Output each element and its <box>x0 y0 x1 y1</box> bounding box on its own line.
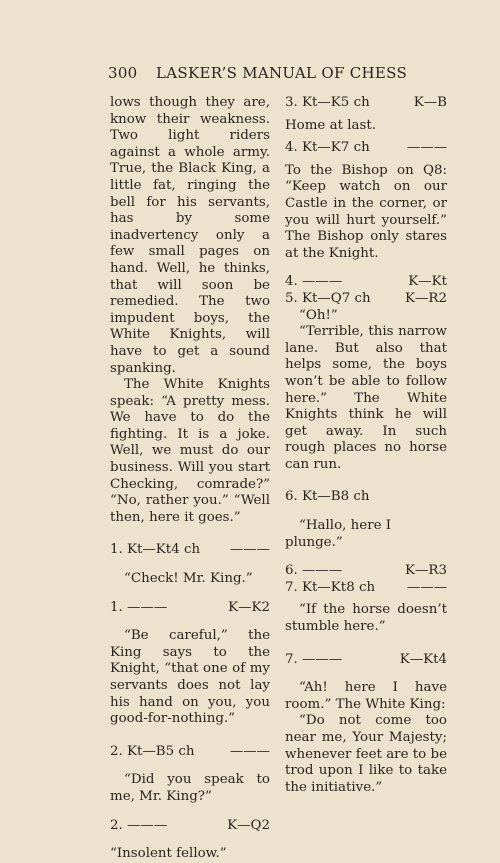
right-column <box>285 95 447 796</box>
paragraph: “Be careful,” the King says to the Knight, “that one of my servants does not lay his hand on you, you good-for-nothing.” <box>110 628 270 727</box>
white-move: 6. Kt—B8 ch <box>285 489 370 505</box>
page-header <box>108 64 408 82</box>
black-move: K—R3 <box>405 563 447 579</box>
chess-move <box>110 542 270 559</box>
black-move: ——— <box>406 579 447 595</box>
black-move: K—B <box>413 95 447 110</box>
white-move: 7. ——— <box>285 651 343 667</box>
white-move: 1. ——— <box>110 599 168 615</box>
black-move: ——— <box>229 542 270 558</box>
paragraph: lows though they are, know their weakness. Two light riders against a whole army. True, the Black King, a little fat, ringing the bell for his servants, has by some inadvertency only a few small pages on hand. Well, he thinks, that will soon be remedied. The two impudent boys, the White Knights, will have to get a sound spanking. <box>110 95 270 376</box>
paragraph: “Did you speak to me, Mr. King?” <box>110 772 270 804</box>
page-number: 300 <box>108 64 138 82</box>
white-move: 3. Kt—K5 ch <box>285 95 370 110</box>
black-move: K—R2 <box>405 290 447 306</box>
quote: “Insolent fellow.” <box>110 846 227 862</box>
chess-move <box>285 140 447 157</box>
white-move: 6. ——— <box>285 563 343 579</box>
chess-move <box>285 291 447 308</box>
quote: “Check! Mr. King.” <box>124 571 253 587</box>
white-move: 2. Kt—B5 ch <box>110 743 195 759</box>
black-move: K—K2 <box>228 599 270 615</box>
quote: “Oh!” <box>299 307 338 323</box>
paragraph: Home at last. <box>285 117 377 133</box>
chess-move <box>285 95 447 112</box>
chess-move <box>285 274 447 291</box>
chess-move <box>285 652 447 669</box>
white-move: 4. ——— <box>285 274 343 290</box>
black-move: K—Kt4 <box>399 651 447 667</box>
chess-move <box>285 489 447 506</box>
white-move: 2. ——— <box>110 817 168 833</box>
white-move: 7. Kt—Kt8 ch <box>285 579 376 595</box>
white-move: 4. Kt—K7 ch <box>285 140 370 156</box>
black-move: ——— <box>229 743 270 759</box>
white-move: 5. Kt—Q7 ch <box>285 290 371 306</box>
chess-move <box>110 744 270 761</box>
paragraph: “If the horse doesn’t stumble here.” <box>285 602 447 635</box>
paragraph: “Do not come too near me, Your Majesty; whenever feet are to be trod upon I like to take the initiative.” <box>285 713 447 795</box>
paragraph: “Terrible, this narrow lane. But also that helps some, the boys won’t be able to follow here.” The White Knights think he will get away. In such rough places no horse can run. <box>285 324 447 472</box>
running-title: LASKER’S MANUAL OF CHESS <box>156 64 408 82</box>
left-column <box>110 95 270 863</box>
black-move: K—Q2 <box>227 817 270 833</box>
white-move: 1. Kt—Kt4 ch <box>110 542 201 558</box>
chess-move <box>110 600 270 617</box>
quote: “Hallo, here I plunge.” <box>285 518 392 550</box>
chess-move <box>285 580 447 597</box>
paragraph: The White Knights speak: “A pretty mess. We have to do the fighting. It is a joke. Well, we must do our business. Will you start Checking, comrade?” “No, rather you.” “Well then, here it goes.” <box>110 377 270 525</box>
black-move: ——— <box>406 140 447 156</box>
chess-move <box>110 818 270 835</box>
black-move: K—Kt <box>408 274 447 290</box>
paragraph: “Ah! here I have room.” The White King: <box>285 680 447 712</box>
chess-move <box>285 563 447 580</box>
paragraph: To the Bishop on Q8: “Keep watch on our Castle in the corner, or you will hurt yourself.” The Bishop only stares at the Knight. <box>285 162 447 261</box>
